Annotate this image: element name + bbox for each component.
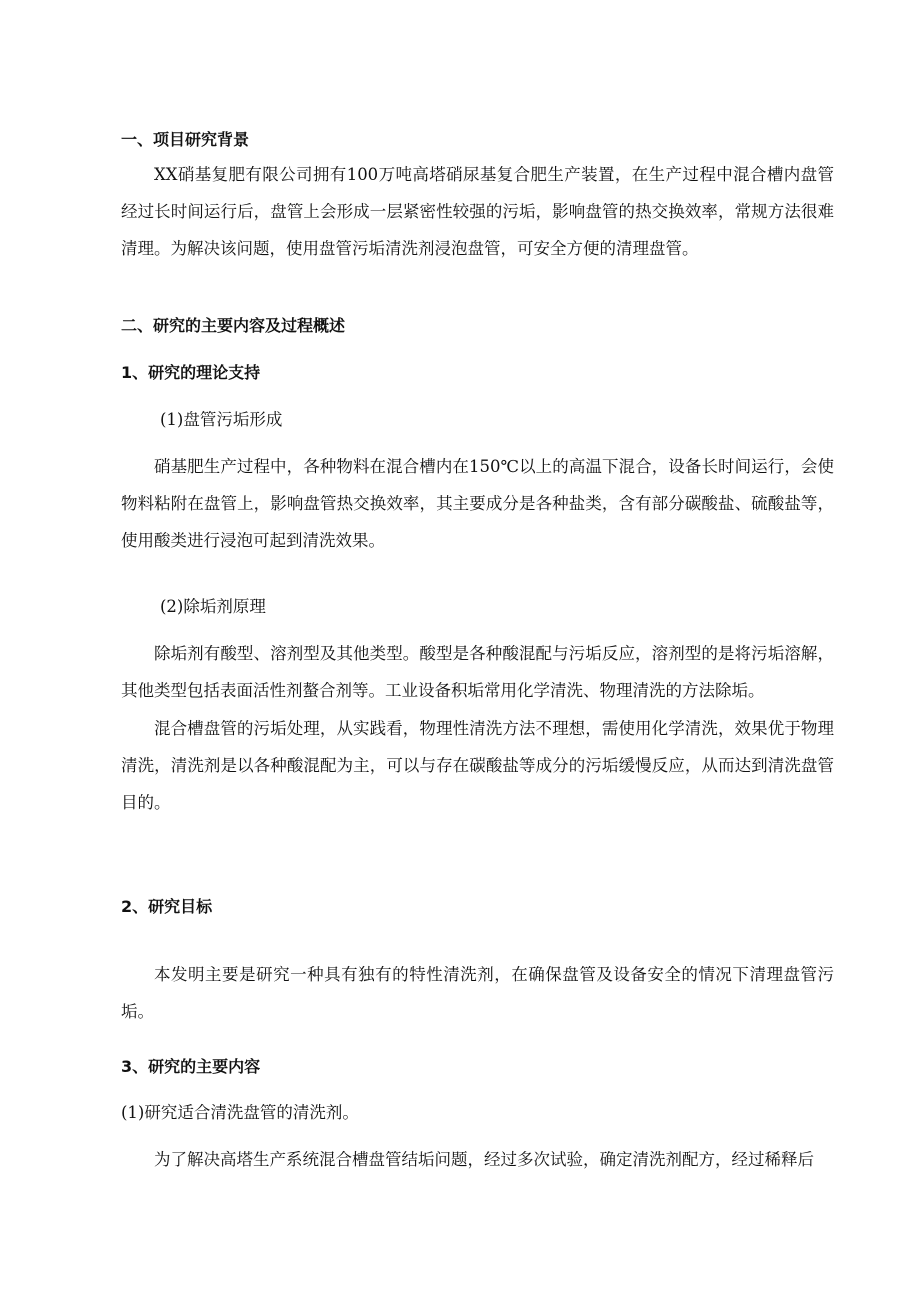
subsection-heading-content: 3、研究的主要内容 [121, 1057, 261, 1076]
item-heading-cleaning-agent: (1)研究适合清洗盘管的清洗剂。 [121, 1103, 359, 1122]
item-heading-descaler-principle: (2)除垢剂原理 [160, 597, 266, 616]
subsection-heading-goal: 2、研究目标 [121, 897, 213, 916]
subsection-heading-theory: 1、研究的理论支持 [121, 363, 261, 382]
paragraph-descaler-types: 除垢剂有酸型、溶剂型及其他类型。酸型是各种酸混配与污垢反应，溶剂型的是将污垢溶解，其他类型包括表面活性剂螯合剂等。工业设备积垢常用化学清洗、物理清洗的方法除垢。 [121, 644, 834, 700]
paragraph-goal: 本发明主要是研究一种具有独有的特性清洗剂，在确保盘管及设备安全的情况下清理盘管污垢。 [121, 965, 834, 1021]
paragraph-cleaning-agent: 为了解决高塔生产系统混合槽盘管结垢问题，经过多次试验，确定清洗剂配方，经过稀释后 [154, 1150, 814, 1169]
paragraph-scale-formation: 硝基肥生产过程中，各种物料在混合槽内在150℃以上的高温下混合，设备长时间运行，会使物料粘附在盘管上，影响盘管热交换效率，其主要成分是各种盐类，含有部分碳酸盐、硫酸盐等，使用酸类进行浸泡可起到清洗效果。 [121, 457, 834, 550]
section-heading-main-content: 二、研究的主要内容及过程概述 [121, 316, 346, 335]
paragraph-mixing-tank-treatment: 混合槽盘管的污垢处理，从实践看，物理性清洗方法不理想，需使用化学清洗，效果优于物理清洗，清洗剂是以各种酸混配为主，可以与存在碳酸盐等成分的污垢缓慢反应，从而达到清洗盘管目的。 [121, 719, 834, 812]
item-heading-scale-formation: (1)盘管污垢形成 [160, 410, 283, 429]
section-heading-background: 一、项目研究背景 [121, 130, 250, 149]
paragraph-background: XX硝基复肥有限公司拥有100万吨高塔硝尿基复合肥生产装置，在生产过程中混合槽内盘管经过长时间运行后，盘管上会形成一层紧密性较强的污垢，影响盘管的热交换效率，常规方法很难清理。为解决该问题，使用盘管污垢清洗剂浸泡盘管，可安全方便的清理盘管。 [121, 165, 834, 258]
